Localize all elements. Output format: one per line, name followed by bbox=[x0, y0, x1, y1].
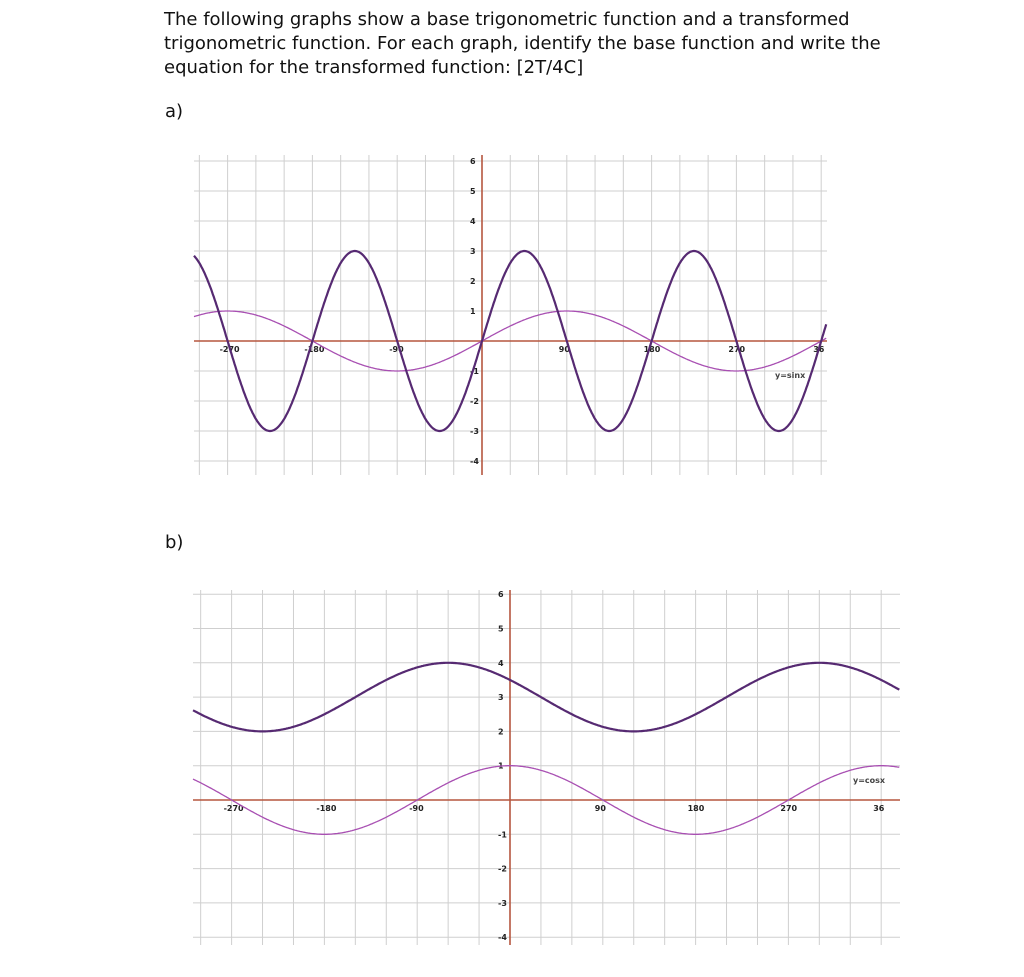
y-tick-label: -1 bbox=[498, 830, 507, 840]
x-tick-label: 270 bbox=[728, 345, 746, 354]
x-tick-label: 36 bbox=[873, 804, 885, 813]
y-tick-label: 6 bbox=[498, 590, 504, 600]
y-tick-label: -1 bbox=[470, 367, 479, 376]
curve-label: y=cosx bbox=[853, 776, 886, 785]
y-tick-label: -3 bbox=[498, 898, 507, 908]
question-text: The following graphs show a base trigonometric function and a transformed trigonometric function. For each graph, identify the base function and write the equation for the transformed function: [2T/4C] bbox=[164, 9, 881, 78]
part-b-label: b) bbox=[165, 532, 184, 553]
x-tick-label: 90 bbox=[594, 804, 606, 813]
part-a-label: a) bbox=[165, 101, 184, 122]
y-tick-label: 1 bbox=[470, 307, 476, 316]
x-tick-label: 180 bbox=[687, 804, 705, 813]
y-tick-label: -4 bbox=[470, 457, 479, 466]
y-tick-label: 2 bbox=[498, 727, 504, 737]
curve-label: y=sinx bbox=[775, 371, 806, 380]
y-tick-label: 4 bbox=[470, 217, 476, 226]
x-tick-label: -180 bbox=[316, 804, 337, 813]
grid bbox=[193, 590, 900, 945]
y-tick-label: 5 bbox=[470, 187, 476, 196]
x-tick-label: 180 bbox=[643, 345, 661, 354]
y-tick-label: -2 bbox=[498, 864, 507, 874]
y-tick-label: -3 bbox=[470, 427, 479, 436]
x-tick-label: -270 bbox=[223, 804, 244, 813]
y-tick-label: 1 bbox=[498, 761, 504, 771]
x-tick-label: 36 bbox=[813, 345, 825, 354]
x-tick-label: 90 bbox=[558, 345, 570, 354]
y-tick-label: 2 bbox=[470, 277, 476, 286]
y-tick-label: 6 bbox=[470, 157, 476, 166]
y-tick-label: 3 bbox=[470, 247, 476, 256]
y-tick-label: -4 bbox=[498, 933, 507, 943]
y-tick-label: 3 bbox=[498, 693, 504, 703]
y-tick-label: 5 bbox=[498, 624, 504, 634]
x-tick-label: -90 bbox=[409, 804, 424, 813]
x-tick-label: -90 bbox=[389, 345, 404, 354]
x-tick-label: -180 bbox=[304, 345, 325, 354]
y-tick-label: 4 bbox=[498, 658, 504, 668]
y-tick-label: -2 bbox=[470, 397, 479, 406]
x-tick-label: 270 bbox=[780, 804, 798, 813]
x-tick-label: -270 bbox=[219, 345, 240, 354]
